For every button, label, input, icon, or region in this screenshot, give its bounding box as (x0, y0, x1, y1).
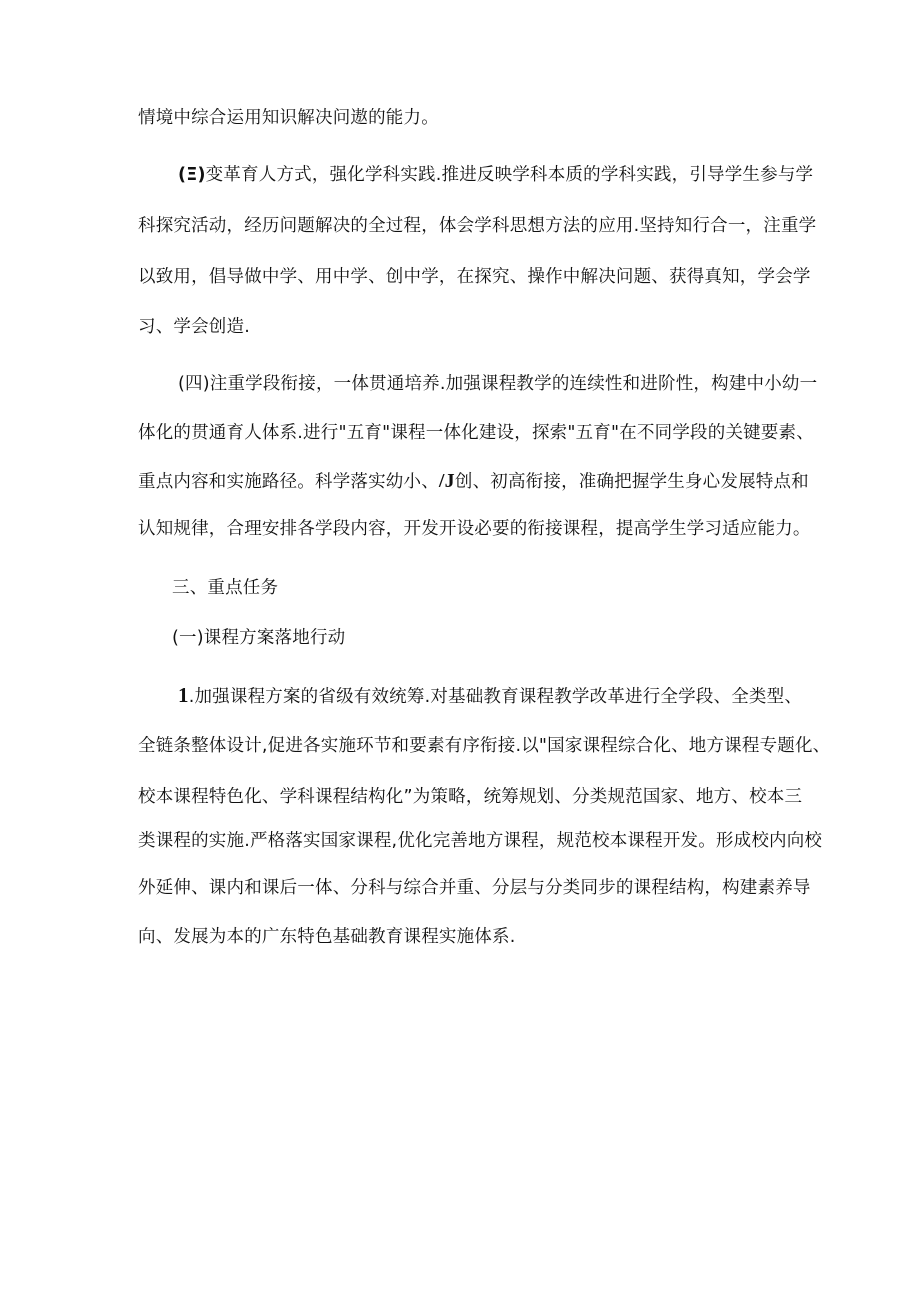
text-run: 体化的贯通育人体系.进行"五育"课程一体化建设，探索"五育"在不同学段的关键要素、 (138, 423, 814, 443)
paragraph-line (138, 106, 439, 130)
text-run: (四)注重学段衔接，一体贯通培养.加强课程教学的连续性和进阶性，构建中小幼一 (178, 374, 818, 394)
paragraph-line (138, 214, 816, 238)
text-run: 认知规律，合理安排各学段内容，开发开设必要的衔接课程，提高学生学习适应能力。 (138, 519, 811, 539)
paragraph-line (138, 315, 250, 339)
text-run: .加强课程方案的省级有效统筹.对基础教育课程教学改革进行全学段、全类型、 (188, 687, 803, 707)
heading-text: 三、重点任务 (172, 578, 279, 598)
heading-text: (一)课程方案落地行动 (172, 628, 346, 648)
section-marker: (Ξ) (178, 165, 206, 185)
paragraph-line (138, 517, 811, 541)
paragraph-line (178, 683, 802, 709)
paragraph-line (178, 163, 813, 187)
text-run: 变革育人方式，强化学科实践.推进反映学科本质的学科实践，引导学生参与学 (205, 165, 814, 185)
paragraph-line (138, 469, 809, 494)
paragraph-line (138, 829, 822, 853)
ocr-mark: /J (438, 470, 455, 492)
item-number: 1 (178, 683, 189, 707)
paragraph-line (138, 876, 811, 900)
paragraph-line (138, 265, 811, 289)
section-heading (172, 576, 278, 600)
text-run: 科探究活动，经历问题解决的全过程，体会学科思想方法的应用.坚持知行合一，注重学 (138, 216, 817, 236)
text-run: 以致用，倡导做中学、用中学、创中学，在探究、操作中解决问题、获得真知，学会学 (138, 267, 811, 287)
text-run: 重点内容和实施路径。科学落实幼小、 (138, 472, 439, 492)
paragraph-line (138, 785, 802, 809)
text-run: 习、学会创造. (138, 317, 250, 337)
paragraph-line (138, 925, 515, 949)
text-run: 全链条整体设计,促进各实施环节和要素有序衔接.以"国家课程综合化、地方课程专题化、 (138, 736, 831, 756)
paragraph-line (138, 734, 830, 758)
paragraph-line (138, 421, 814, 445)
paragraph-line (178, 372, 817, 396)
text-run: 创、初高衔接，准确把握学生身心发展特点和 (454, 472, 809, 492)
text-run: 类课程的实施.严格落实国家课程,优化完善地方课程，规范校本课程开发。形成校内向校 (138, 831, 823, 851)
text-run: 外延伸、课内和课后一体、分科与综合并重、分层与分类同步的课程结构，构建素养导 (138, 878, 811, 898)
subsection-heading (172, 626, 345, 650)
text-run: 情境中综合运用知识解决问遨的能力。 (138, 108, 439, 128)
text-run: 校本课程特色化、学科课程结构化”为策略，统筹规划、分类规范国家、地方、校本三 (138, 787, 803, 807)
text-run: 向、发展为本的广东特色基础教育课程实施体系. (138, 927, 516, 947)
